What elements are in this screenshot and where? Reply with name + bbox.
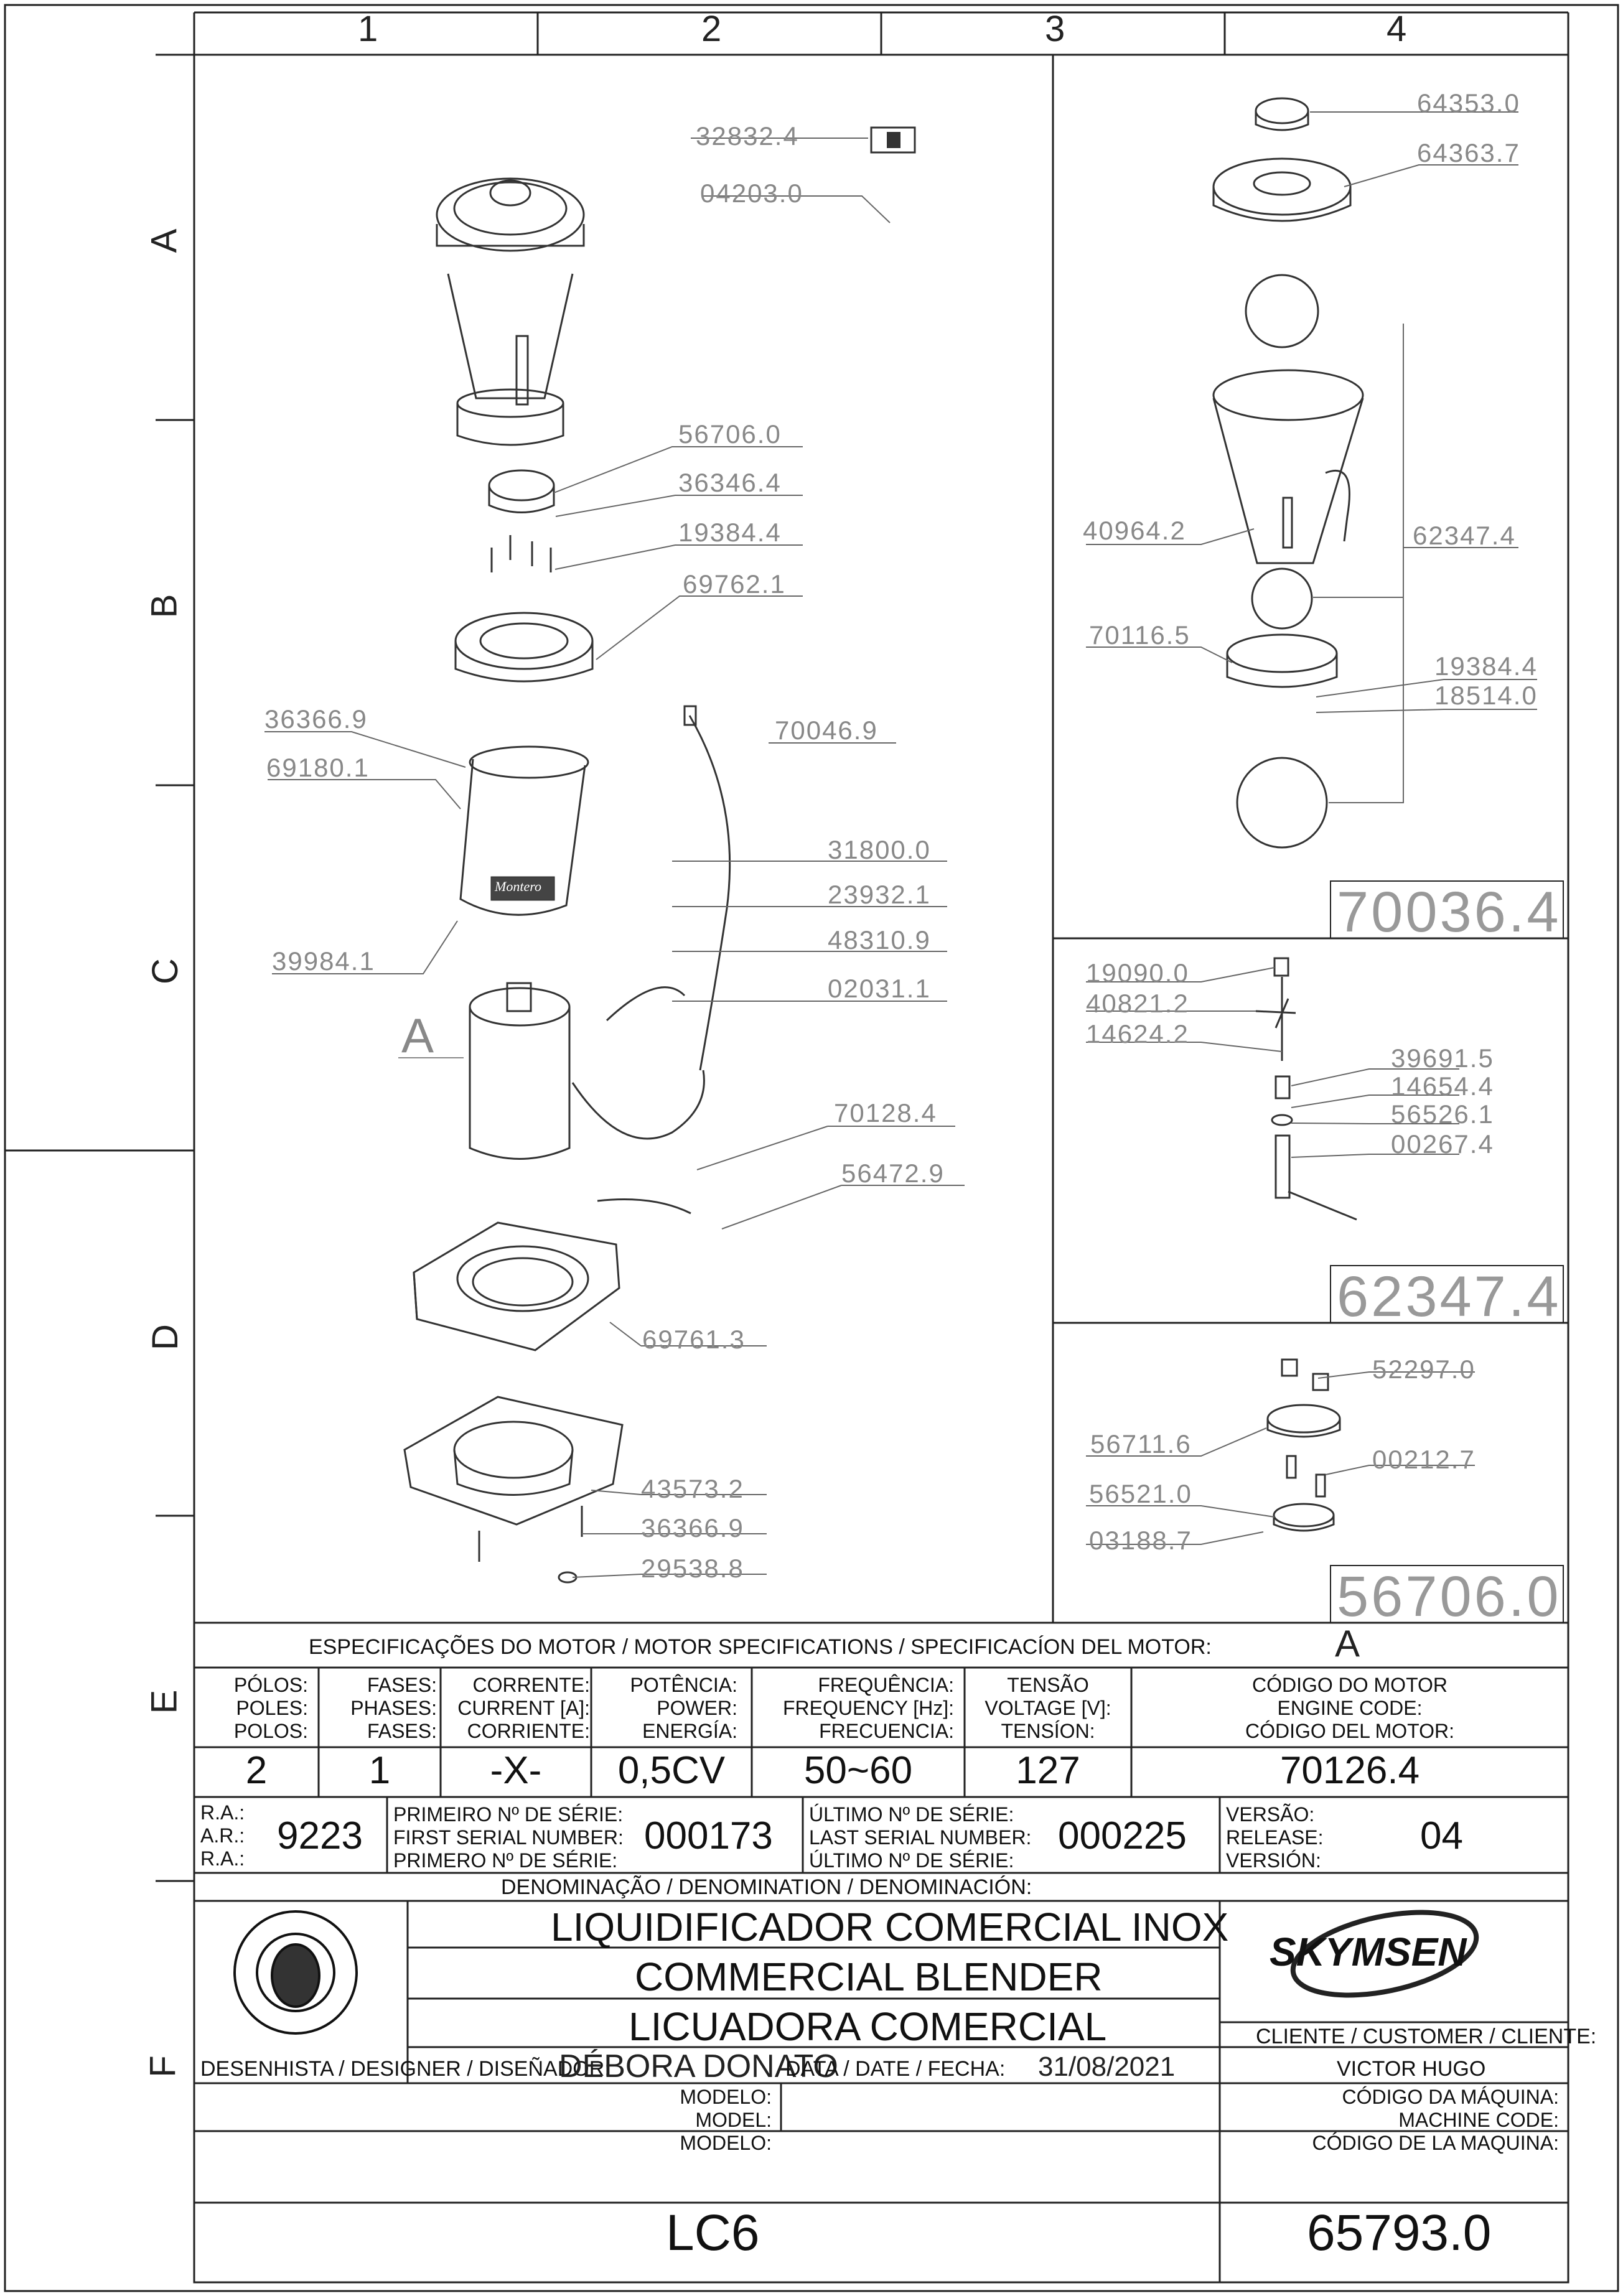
- version-label: VERSÃO: RELEASE: VERSIÓN:: [1226, 1803, 1324, 1872]
- motor-spec-heading: ESPECIFICAÇÕES DO MOTOR / MOTOR SPECIFICATIONS / SPECIFICACÍON DEL MOTOR:: [309, 1635, 1212, 1659]
- motor-code-label: CÓDIGO DO MOTOR ENGINE CODE: CÓDIGO DEL MOTOR:: [1245, 1674, 1455, 1742]
- blade-detail: [1256, 958, 1357, 1220]
- part-number: 14624.2: [1086, 1019, 1189, 1048]
- part-number: 31800.0: [828, 835, 931, 864]
- grid-row-f: F: [143, 2055, 184, 2078]
- grid-col-3: 3: [1045, 9, 1065, 49]
- power-value: 0,5CV: [617, 1749, 726, 1792]
- part-number: 40821.2: [1086, 989, 1189, 1018]
- part-number: 70128.4: [834, 1098, 937, 1127]
- part-number: 00267.4: [1391, 1129, 1494, 1159]
- part-number: 03188.7: [1089, 1526, 1192, 1555]
- designer-value: DÉBORA DONATO: [559, 2048, 838, 2084]
- part-number: 62347.4: [1413, 521, 1516, 550]
- voltage-label: TENSÃO VOLTAGE [V]: TENSÍON:: [985, 1674, 1111, 1742]
- jar-assembly-code: 70036.4: [1337, 880, 1561, 944]
- date-value: 31/08/2021: [1038, 2051, 1176, 2082]
- part-number: 36366.9: [264, 704, 368, 734]
- machine-code-value: 65793.0: [1307, 2205, 1492, 2261]
- grid-row-e: E: [144, 1689, 185, 1714]
- coupling-assembly-code: 56706.0: [1337, 1565, 1561, 1628]
- service-seal-logo: [235, 1911, 357, 2033]
- part-number: 04203.0: [700, 179, 803, 208]
- part-number: 64353.0: [1417, 88, 1520, 118]
- client-label: CLIENTE / CUSTOMER / CLIENTE:: [1256, 2025, 1597, 2048]
- grid-col-4: 4: [1387, 9, 1407, 49]
- designer-label: DESENHISTA / DESIGNER / DISEÑADOR:: [200, 2057, 610, 2081]
- denomination-label: DENOMINAÇÃO / DENOMINATION / DENOMINACIÓN:: [501, 1875, 1032, 1899]
- voltage-value: 127: [1016, 1749, 1080, 1792]
- client-value: VICTOR HUGO: [1337, 2057, 1486, 2081]
- brand-label: Montero: [495, 879, 541, 894]
- ra-label: R.A.: A.R.: R.A.:: [200, 1801, 245, 1870]
- first-serial-label: PRIMEIRO Nº DE SÉRIE: FIRST SERIAL NUMBER: PRIMERO Nº DE SÉRIE:: [393, 1803, 624, 1872]
- part-number: 69180.1: [266, 753, 370, 782]
- ra-value: 9223: [277, 1814, 363, 1857]
- frequency-value: 50~60: [803, 1749, 913, 1792]
- machine-code-label: CÓDIGO DA MÁQUINA: MACHINE CODE: CÓDIGO DE LA MAQUINA:: [1312, 2086, 1559, 2154]
- model-label: MODELO: MODEL: MODELO:: [680, 2086, 772, 2154]
- skymsen-logo-text: SKYMSEN: [1270, 1930, 1467, 1974]
- part-number: 69762.1: [683, 569, 786, 599]
- denomination-pt: LIQUIDIFICADOR COMERCIAL INOX: [551, 1905, 1229, 1949]
- current-label: CORRENTE: CURRENT [A]: CORRIENTE:: [457, 1674, 590, 1742]
- base-housing: [414, 1223, 619, 1350]
- blade-assembly-code: 62347.4: [1337, 1265, 1561, 1328]
- part-number: 56526.1: [1391, 1099, 1494, 1129]
- part-number: 64363.7: [1417, 138, 1520, 167]
- part-number: 56706.0: [678, 419, 782, 449]
- current-value: -X-: [490, 1749, 542, 1792]
- part-number: 43573.2: [641, 1474, 744, 1503]
- motor-code-value: 70126.4: [1279, 1749, 1420, 1792]
- part-number: 56711.6: [1090, 1429, 1192, 1458]
- part-number: 14654.4: [1391, 1071, 1494, 1101]
- denomination-en: COMMERCIAL BLENDER: [635, 1954, 1103, 1999]
- part-number: 19090.0: [1086, 958, 1189, 987]
- denomination-es: LICUADORA COMERCIAL: [629, 2004, 1107, 2049]
- frequency-label: FREQUÊNCIA: FREQUENCY [Hz]: FRECUENCIA:: [783, 1674, 954, 1742]
- part-number: 19384.4: [1434, 651, 1538, 681]
- grid-row-b: B: [144, 594, 185, 618]
- part-number: 00212.7: [1372, 1445, 1476, 1474]
- model-value: LC6: [666, 2205, 760, 2261]
- part-number: 02031.1: [828, 974, 931, 1003]
- part-number: 36366.9: [641, 1513, 744, 1542]
- part-number: 69761.3: [642, 1325, 746, 1354]
- motor-letter: A: [1335, 1623, 1360, 1664]
- power-cable: [597, 706, 730, 1213]
- grid-col-1: 1: [358, 9, 378, 49]
- part-number: 23932.1: [828, 880, 931, 909]
- blender-jar-assembly: [437, 179, 584, 445]
- phases-value: 1: [368, 1749, 391, 1792]
- poles-value: 2: [245, 1749, 268, 1792]
- version-value: 04: [1420, 1814, 1463, 1857]
- date-label: DATA / DATE / FECHA:: [785, 2057, 1006, 2081]
- phases-label: FASES: PHASES: FASES:: [350, 1674, 437, 1742]
- part-number: 48310.9: [828, 925, 931, 954]
- part-number: 18514.0: [1434, 681, 1538, 710]
- part-number: 29538.8: [641, 1554, 744, 1583]
- grid-row-c: C: [144, 958, 185, 984]
- part-number: 70116.5: [1089, 620, 1190, 650]
- base-plate: [405, 1397, 622, 1582]
- part-number: 19384.4: [678, 518, 782, 547]
- coupling-detail: [1268, 1360, 1340, 1531]
- part-number: 39984.1: [272, 946, 375, 976]
- motor-unit: [470, 983, 704, 1159]
- poles-label: PÓLOS: POLES: POLOS:: [233, 1674, 308, 1742]
- part-number: 70046.9: [775, 716, 878, 745]
- grid-row-d: D: [144, 1324, 185, 1350]
- last-serial-value: 000225: [1058, 1814, 1187, 1857]
- last-serial-label: ÚLTIMO Nº DE SÉRIE: LAST SERIAL NUMBER: ÚLTIMO Nº DE SÉRIE:: [809, 1803, 1032, 1872]
- part-number: 36346.4: [678, 468, 782, 497]
- part-number: 39691.5: [1391, 1043, 1494, 1073]
- coupling-and-base: [456, 470, 592, 681]
- grid-row-a: A: [144, 228, 185, 253]
- part-number: 32832.4: [696, 121, 799, 151]
- part-number: 56472.9: [841, 1159, 945, 1188]
- first-serial-value: 000173: [644, 1814, 773, 1857]
- part-number: 52297.0: [1372, 1355, 1476, 1384]
- part-number: 40964.2: [1083, 516, 1186, 545]
- jar-detail: [1214, 98, 1363, 847]
- motor-callout-letter: A: [401, 1008, 434, 1063]
- grid-col-2: 2: [701, 9, 722, 49]
- power-label: POTÊNCIA: POWER: ENERGÍA:: [630, 1674, 737, 1742]
- part-number: 56521.0: [1089, 1479, 1192, 1508]
